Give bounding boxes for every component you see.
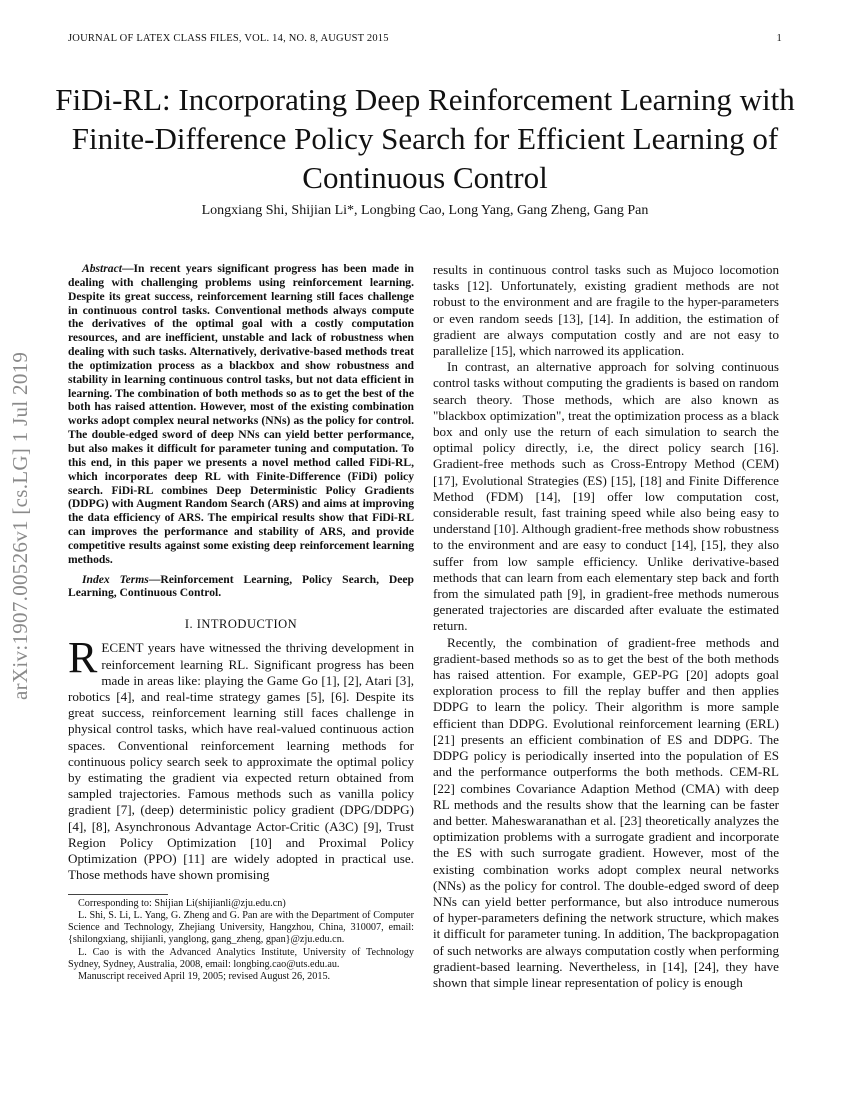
footnote-manuscript: Manuscript received April 19, 2005; revised August 26, 2015. [78,971,331,983]
arxiv-stamp: arXiv:1907.00526v1 [cs.LG] 1 Jul 2019 [8,351,32,700]
journal-name: JOURNAL OF LATEX CLASS FILES, VOL. 14, NO. 8, AUGUST 2015 [68,33,389,44]
left-column [68,262,414,984]
body-paragraph-3: Recently, the combination of gradient-free methods and gradient-based methods so as to get the best of the both methods has raised attention. For example, GEP-PG [20] adopts goal exploration process to fill the replay buffer and then applies DDPG to learn the policy. Their algorithm is more sample efficient than DDPG. Evolutional reinforcement learning (ERL) [21] presents an efficient combination of ES and DDPG. The DDPG policy is periodically inserted into the population of ES and the performance outperforms the both methods. CEM-RL [22] combines Covariance Adaption Method (CMA) with deep RL methods and the results show that the learning can be faster and better. Maheswaranathan et al. [23] theoretically analyzes the optimization problems with a surrogate gradient and incorporate the ES with such surrogate gradient. However, most of the existing combination works adopt complex neural networks (NNs) as the policy for control. The double-edged sword of deep NNs can yield better performance, but also introduce numerous of hyper-parameters defining the network structure, which makes it difficult for parameter tuning. In addition, The backpropagation of such networks are always computation costly when performing gradient-based learning. Nevertheless, in [14], [24], they have shown that simple linear representation of policy is enough [433,634,779,990]
author-list: Longxiang Shi, Shijian Li*, Longbing Cao, Long Yang, Gang Zheng, Gang Pan [201,203,649,218]
running-header [68,33,782,44]
paper-title: FiDi-RL: Incorporating Deep Reinforcement Learning with Finite-Difference Policy Search for Efficient Learning of Continuous Control [55,82,795,195]
index-terms-text: —Reinforcement Learning, Policy Search, Deep Learning, Continuous Control. [68,572,415,600]
footnote-rule [68,894,168,895]
section-heading-introduction: I. INTRODUCTION [184,617,298,632]
footnote-affiliation-zju: L. Shi, S. Li, L. Yang, G. Zheng and G. Pan are with the Department of Computer Science and Technology, Zhejiang University, Hangzhou, China, 310007, email:{shilongxiang, shijianli, yanglong, gang_zheng, gpan}@zju.edu.cn. [68,909,414,946]
index-terms-label: Index Terms [82,572,149,586]
footnote-affiliation-uts: L. Cao is with the Advanced Analytics Institute, University of Technology Sydney, Sydney, Australia, 2008, email: longbing.cao@uts.edu.au. [68,946,414,970]
drop-cap: R [68,633,98,683]
footnote-corresponding: Corresponding to: Shijian Li(shijianli@zju.edu.cn) [78,897,286,909]
right-column [433,262,779,991]
abstract-text: —In recent years significant progress has been made in dealing with challenging problems using reinforcement learning. Despite its great success, reinforcement learning still faces challenge in continuous control tasks. Conventional methods always compute the derivatives of the optimal goal with a costly computation resources, and are inefficient, unstable and lack of robustness when dealing with such tasks. Alternatively, derivative-based methods treat the optimization process as a blackbox and show robustness and stability in learning continuous control tasks, but not data efficient in learning. The combination of both methods so as to get the best of the both has raised attention. However, most of the existing combination works adopt complex neural networks (NNs) as the policy for control. The double-edged sword of deep NNs can yield better performance, but also makes it difficult for parameter tuning and computation. To this end, in this paper we presents a novel method called FiDi-RL, which incorporates deep RL with Finite-Difference (FiDi) policy search. FiDi-RL combines Deep Deterministic Policy Gradients (DDPG) with Augment Random Search (ARS) and aims at improving the data efficiency of ARS. The empirical results show that FiDi-RL can improves the performance and stability of ARS, and provide competitive results against some existing deep reinforcement learning methods. [68,262,414,566]
body-paragraph-1: results in continuous control tasks such as Mujoco locomotion tasks [12]. Unfortunately, existing gradient methods are not robust to the environment and are fragile to the hyper-parameters or even random seeds [13], [14]. In addition, the estimation of gradient are always computation costly and are not easy to parallelize [15], which narrowed its application. [433,262,779,359]
index-terms [68,573,414,601]
intro-paragraph-1 [68,633,414,883]
page-number: 1 [776,33,782,44]
footnotes [68,898,414,984]
body-paragraph-2: In contrast, an alternative approach for solving continuous control tasks without computing the gradients is based on random search theory. Those methods, which are also known as "blackbox optimization", treat the optimization process as a black box and only use the return of each simulation to search the optimal policy directly, i.e, the direct policy search [16]. Gradient-free methods such as Cross-Entropy Method (CEM) [17], Evolutional Strategies (ES) [15], [18] and Finite Difference Method (FDM) [14], [19] offer low computation cost, considerable result, fast training speed while also being easy to understand [10]. Although gradient-free methods show robustness to the environment and are easy to conduct [14], [15], they also suffer from low sample efficiency. Unlike derivative-based methods that can learn from each elementary step back and forth from the simulated path [9], in gradient-free methods numerous generated trajectories are discarded after evaluate the estimated return. [433,359,779,634]
intro-paragraph-1-text: ECENT years have witnessed the thriving development in reinforcement learning RL. Significant progress has been made in areas like: playing the Game Go [1], [2], Atari [3], robotics [4], and real-time strategy games [5], [6]. Despite its great success, reinforcement learning still faces challenge in physical control tasks, which have real-valued continuous action spaces. Conventional reinforcement learning methods for continuous policy search seek to approximate the optimal policy by estimating the gradient via expected return obtained from sampled trajectories. Famous methods such as vanilla policy gradient [7], (deep) deterministic policy gradient (DPG/DDPG) [4], [8], Asynchronous Advantage Actor-Critic (A3C) [9], Trust Region Policy Optimization [10] and Proximal Policy Optimization (PPO) [11] are widely adopted in practical use. Those methods have shown promising [68,640,414,883]
abstract [68,262,414,567]
abstract-label: Abstract [82,262,122,275]
